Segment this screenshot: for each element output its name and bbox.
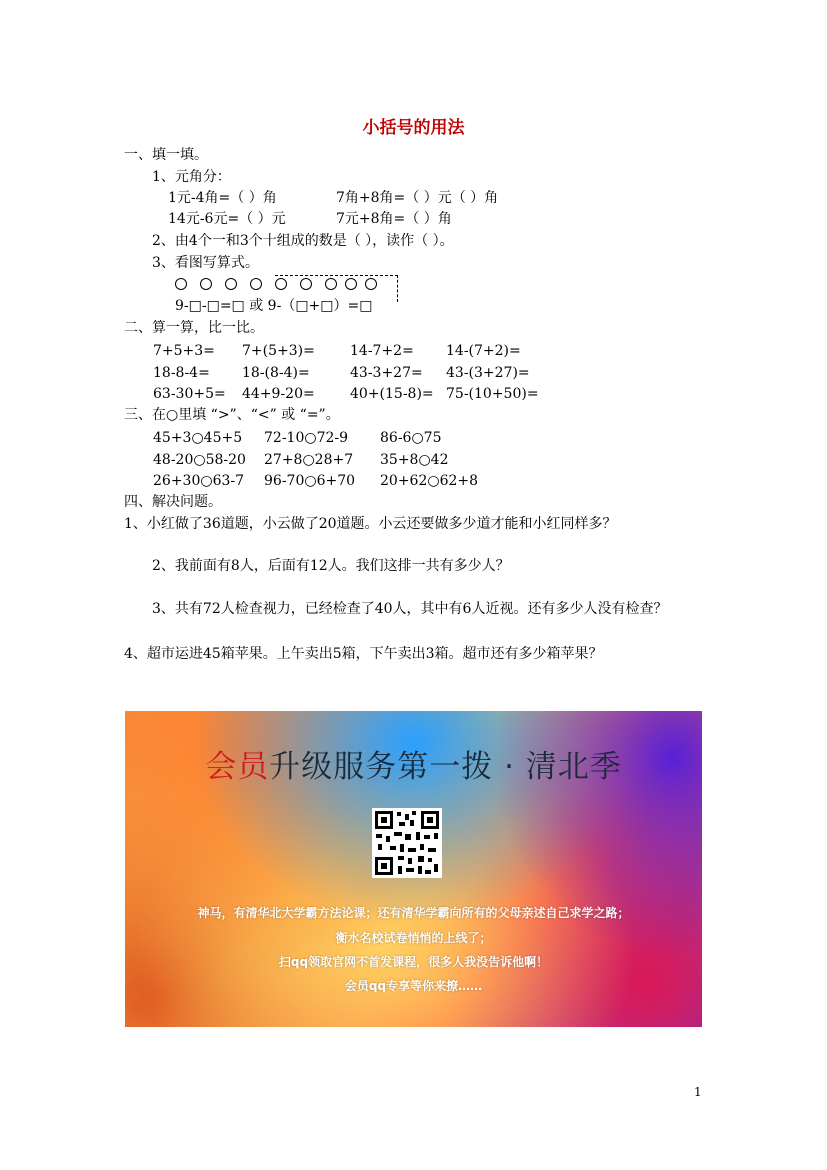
compare-item: 48-20○58-20: [153, 452, 246, 468]
banner-line-4: 会员qq专享等你来撩……: [344, 979, 483, 993]
banner-line-3: 扫qq领取官网不首发课程，很多人我没告诉他啊！: [278, 955, 549, 969]
calc-item: 75-(10+50)=: [446, 386, 539, 402]
promo-banner[interactable]: [125, 711, 702, 1027]
compare-item: 96-70○6+70: [264, 473, 356, 489]
q1-row2-b: 7元+8角=（ ）角: [336, 211, 452, 227]
compare-item: 27+8○28+7: [264, 452, 354, 468]
calc-item: 7+(5+3)=: [242, 343, 315, 359]
compare-item: 35+8○42: [380, 452, 449, 468]
banner-line-2: 衡水名校试卷悄悄的上线了；: [335, 931, 492, 945]
calc-item: 18-8-4=: [153, 365, 210, 381]
q3-label: 3、看图写算式。: [152, 255, 259, 271]
calc-item: 18-(8-4)=: [242, 365, 310, 381]
section-3-heading: 三、在○里填 “>”、“<” 或 “=”。: [124, 407, 340, 423]
calc-item: 7+5+3=: [153, 343, 215, 359]
calc-item: 63-30+5=: [153, 386, 226, 402]
calc-item: 14-(7+2)=: [446, 343, 521, 359]
banner-line-1: 神马，有清华北大学霸方法论课；还有清华学霸向所有的父母亲述自己求学之路；: [197, 906, 630, 920]
banner-title-rest: 升级服务第一拨 · 清北季: [269, 749, 622, 785]
section-4-heading: 四、解决问题。: [124, 494, 222, 510]
q3-formula: 9-□-□=□ 或 9-（□+□）=□: [175, 298, 373, 314]
banner-title: [125, 741, 702, 786]
compare-item: 20+62○62+8: [380, 473, 479, 489]
problem-3: 3、共有72人检查视力，已经检查了40人，其中有6人近视。还有多少人没有检查？: [152, 601, 668, 617]
compare-item: 72-10○72-9: [264, 430, 349, 446]
qr-code-icon[interactable]: [372, 808, 442, 878]
problem-1: 1、小红做了36道题，小云做了20道题。小云还要做多少道才能和小红同样多？: [124, 516, 617, 532]
page-title: 小括号的用法: [362, 118, 465, 138]
circle-shape: [200, 278, 212, 290]
compare-item: 45+3○45+5: [153, 430, 243, 446]
q1-label: 1、元角分：: [152, 169, 231, 185]
compare-item: 26+30○63-7: [153, 473, 245, 489]
compare-item: 86-6○75: [380, 430, 442, 446]
circle-shape: [175, 278, 187, 290]
problem-4: 4、超市运进45箱苹果。上午卖出5箱，下午卖出3箱。超市还有多少箱苹果？: [124, 646, 603, 662]
section-1-heading: 一、填一填。: [124, 147, 208, 163]
banner-title-highlight: 会员: [205, 749, 270, 785]
q1-row1-a: 1元-4角=（ ）角: [168, 190, 277, 206]
page-number: 1: [694, 1085, 702, 1099]
calc-item: 43-(3+27)=: [446, 365, 530, 381]
q2-text: 2、由4个一和3个十组成的数是（ ），读作（ ）。: [152, 233, 454, 249]
q1-row2-a: 14元-6元=（ ）元: [168, 211, 286, 227]
calc-item: 43-3+27=: [350, 365, 423, 381]
problem-2: 2、我前面有8人，后面有12人。我们这排一共有多少人？: [152, 558, 510, 574]
calc-item: 40+(15-8)=: [350, 386, 434, 402]
calc-item: 44+9-20=: [242, 386, 315, 402]
circle-shape: [225, 278, 237, 290]
q1-row1-b: 7角+8角=（ ）元（ ）角: [336, 190, 499, 206]
circle-picture: [175, 275, 405, 295]
section-2-heading: 二、算一算，比一比。: [124, 320, 264, 336]
calc-item: 14-7+2=: [350, 343, 414, 359]
circle-shape: [250, 278, 262, 290]
